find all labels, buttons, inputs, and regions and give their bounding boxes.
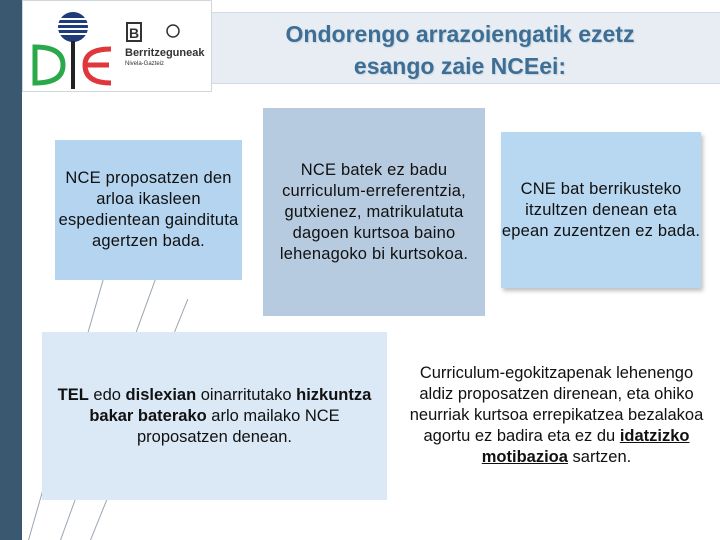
title-line-2: esango zaie NCEei: xyxy=(353,53,567,79)
logo-area xyxy=(22,0,212,92)
underlined-motibazioa: idatzizko motibazioa xyxy=(481,426,690,466)
reason-text-4 xyxy=(42,385,387,448)
bold-tel: TEL xyxy=(57,385,89,404)
reason-text-1: NCE proposatzen den arloa ikasleen espedientean gaindituta agertzen bada. xyxy=(58,169,239,250)
reason-text-3: CNE bat berrikusteko itzultzen denean eta epean zuzentzen ez bada. xyxy=(501,179,701,240)
title-line-1: Ondorengo arrazoiengatik ezetz xyxy=(285,21,635,47)
reason-box-4 xyxy=(42,332,387,500)
svg-text:B: B xyxy=(129,25,140,41)
page-title xyxy=(240,18,680,82)
die-logo-icon xyxy=(23,1,211,91)
org-sub: Nivela-Gazteiz xyxy=(125,61,165,67)
reason-box-2 xyxy=(263,108,485,316)
reason-box-3 xyxy=(501,132,701,288)
bold-dislexian: dislexian xyxy=(125,385,197,404)
reason-text-5 xyxy=(405,363,708,468)
org-name: Berritzeguneak xyxy=(125,47,205,59)
text-segment: oinarritutako xyxy=(196,385,297,404)
text-segment: sartzen. xyxy=(567,447,632,466)
text-segment: arlo mailako NCE proposatzen denean. xyxy=(136,406,340,446)
reason-box-1 xyxy=(55,140,242,280)
left-sidebar-bar xyxy=(0,0,22,540)
reason-box-5 xyxy=(405,338,708,492)
reason-text-2: NCE batek ez badu curriculum-erreferentzia, gutxienez, matrikulatuta dagoen kurtsoa baino lehenagoko bi kurtsokoa. xyxy=(279,160,469,263)
text-segment: Curriculum-egokitzapenak lehenengo aldiz proposatzen direnean, eta ohiko neurriak kurtsoa errepikatzea bezalakoa agortu ez badira eta ez du xyxy=(409,363,704,445)
text-segment: edo xyxy=(88,385,126,404)
bold-hizkuntza: hizkuntza bakar baterako xyxy=(89,385,372,425)
